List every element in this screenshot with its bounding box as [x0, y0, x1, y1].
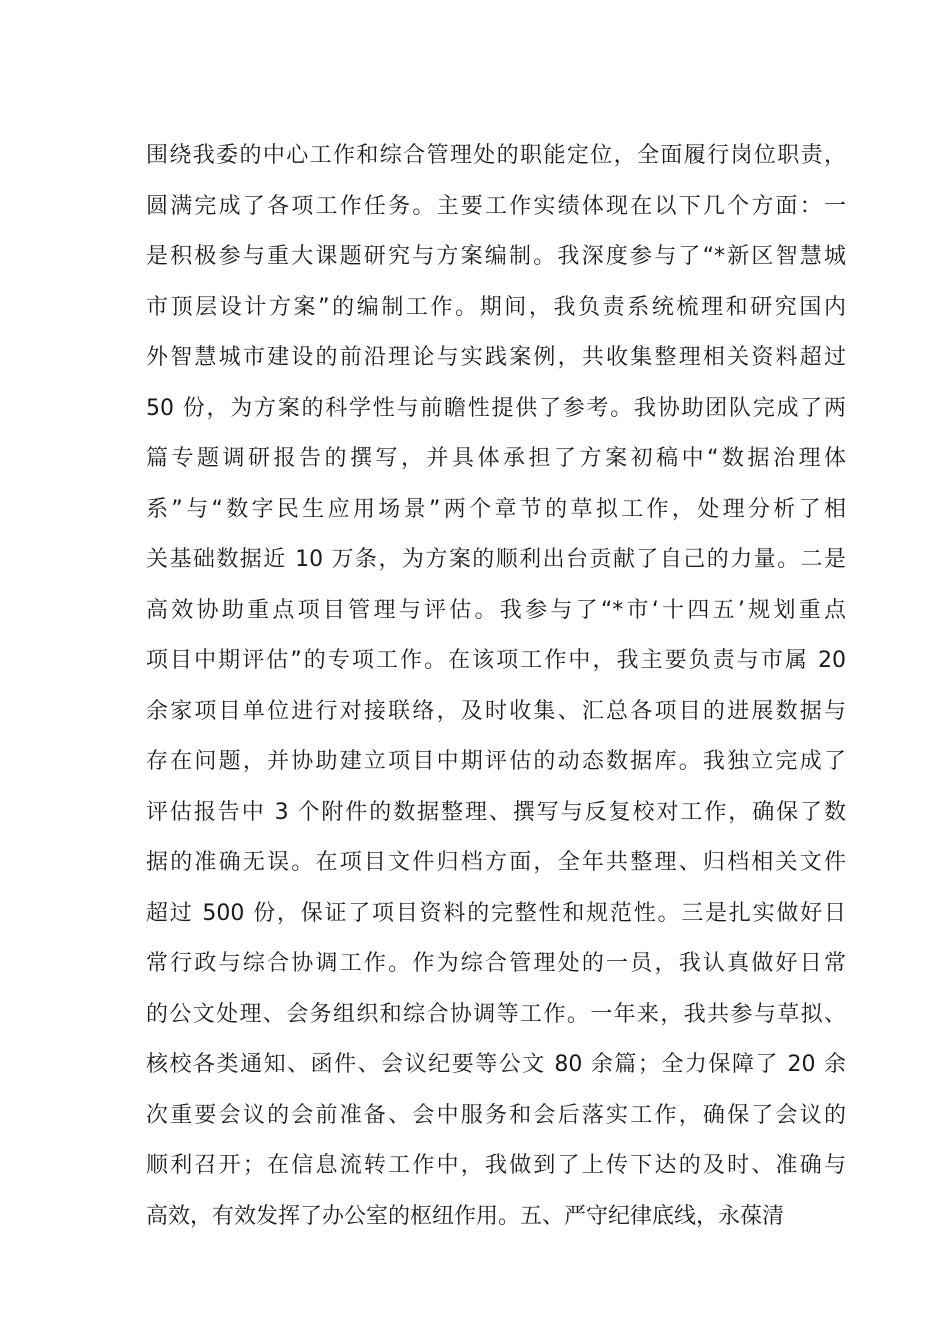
- paragraph-line: 系”与“数字民生应用场景”两个章节的草拟工作，处理分析了相: [146, 496, 846, 522]
- paragraph-line: 顺利召开；在信息流转工作中，我做到了上传下达的及时、准确与: [146, 1153, 846, 1178]
- paragraph-line: 外智慧城市建设的前沿理论与实践案例，共收集整理相关资料超过: [146, 345, 846, 370]
- paragraph-line: 项目中期评估”的专项工作。在该项工作中，我主要负责与市属 20: [146, 648, 846, 673]
- paragraph-line: 次重要会议的会前准备、会中服务和会后落实工作，确保了会议的: [146, 1102, 846, 1128]
- paragraph-line: 存在问题，并协助建立项目中期评估的动态数据库。我独立完成了: [146, 749, 846, 774]
- paragraph-line: 超过 500 份，保证了项目资料的完整性和规范性。三是扎实做好日: [146, 900, 846, 926]
- paragraph-line: 的公文处理、会务组织和综合协调等工作。一年来，我共参与草拟、: [146, 1001, 846, 1027]
- paragraph-line: 高效协助重点项目管理与评估。我参与了“*市‘十四五’规划重点: [146, 597, 846, 623]
- body-paragraph: [146, 131, 846, 1242]
- paragraph-line: 高效，有效发挥了办公室的枢纽作用。五、严守纪律底线，永葆清: [146, 1203, 785, 1229]
- paragraph-line: 常行政与综合协调工作。作为综合管理处的一员，我认真做好日常: [146, 951, 846, 976]
- paragraph-line: 余家项目单位进行对接联络，及时收集、汇总各项目的进展数据与: [146, 698, 846, 724]
- paragraph-line: 关基础数据近 10 万条，为方案的顺利出台贡献了自己的力量。二是: [146, 547, 846, 572]
- paragraph-line: 评估报告中 3 个附件的数据整理、撰写与反复校对工作，确保了数: [146, 799, 846, 825]
- paragraph-line: 围绕我委的中心工作和综合管理处的职能定位，全面履行岗位职责，: [146, 143, 846, 168]
- paragraph-line: 核校各类通知、函件、会议纪要等公文 80 余篇；全力保障了 20 余: [146, 1052, 846, 1077]
- paragraph-line: 据的准确无误。在项目文件归档方面，全年共整理、归档相关文件: [146, 850, 846, 875]
- paragraph-line: 篇专题调研报告的撰写，并具体承担了方案初稿中“数据治理体: [146, 446, 846, 471]
- paragraph-line: 圆满完成了各项工作任务。主要工作实绩体现在以下几个方面：一: [146, 193, 846, 219]
- paragraph-line: 50 份，为方案的科学性与前瞻性提供了参考。我协助团队完成了两: [146, 395, 846, 421]
- paragraph-line: 是积极参与重大课题研究与方案编制。我深度参与了“*新区智慧城: [146, 244, 846, 269]
- paragraph-line: 市顶层设计方案”的编制工作。期间，我负责系统梳理和研究国内: [146, 294, 846, 320]
